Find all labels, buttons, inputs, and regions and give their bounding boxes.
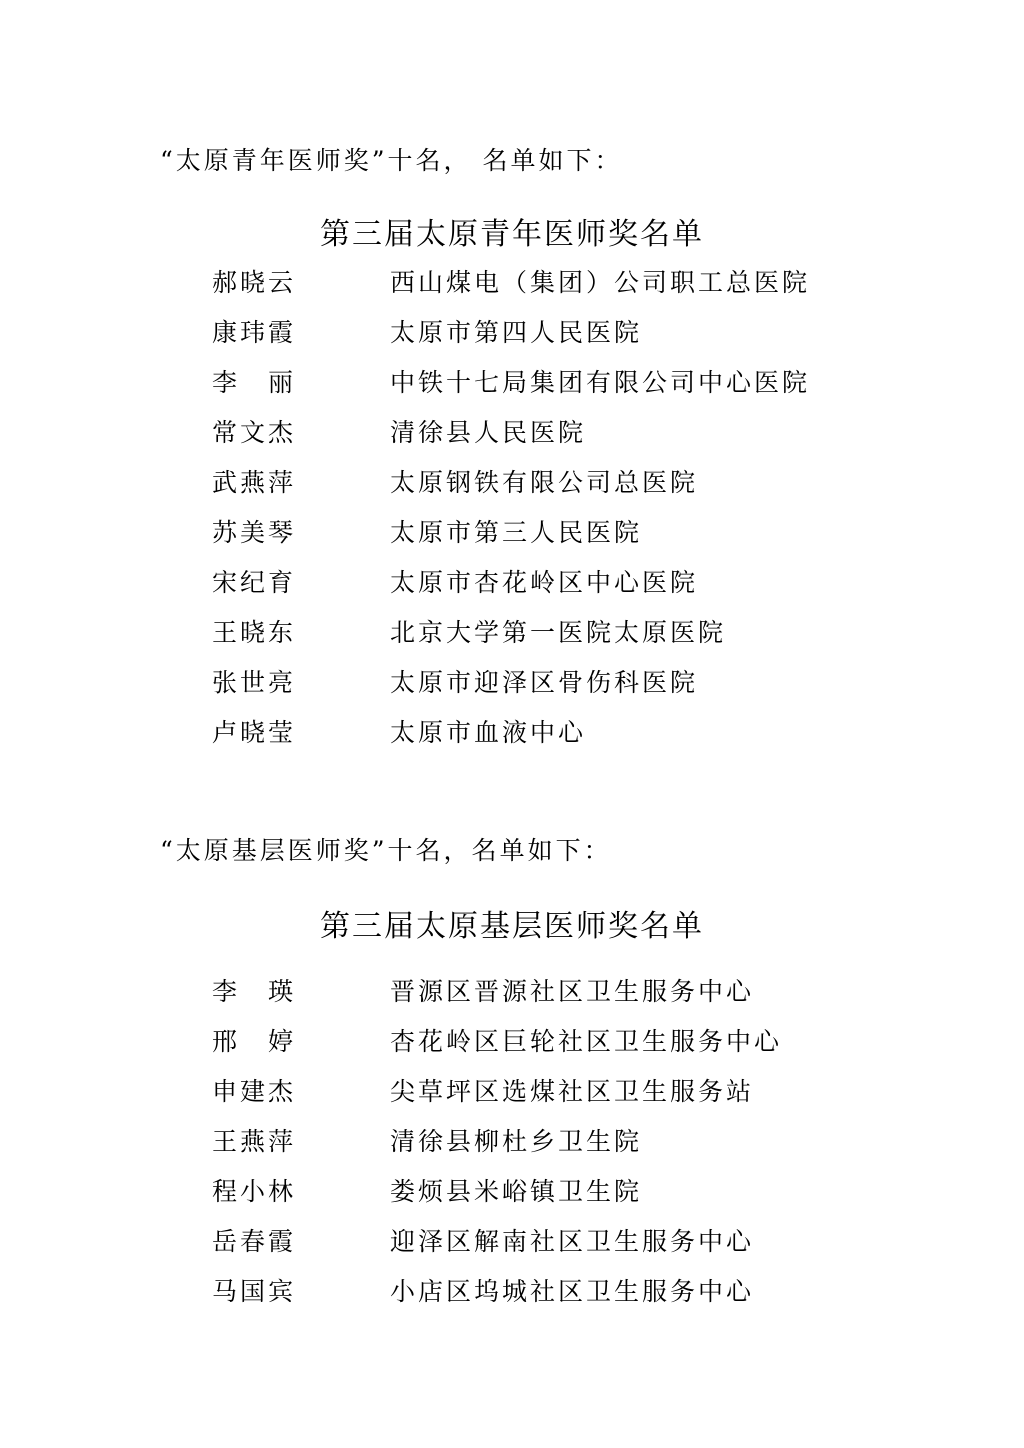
recipient-organization: 晋源区晋源社区卫生服务中心 — [390, 977, 755, 1006]
recipient-name: 程小林 — [212, 1177, 297, 1206]
recipient-organization: 太原市第四人民医院 — [390, 318, 643, 347]
list-item — [212, 1067, 782, 1117]
recipient-organization: 娄烦县米峪镇卫生院 — [390, 1177, 643, 1206]
recipient-name: 苏美琴 — [212, 518, 297, 547]
section-2-list — [212, 967, 782, 1317]
recipient-name: 马国宾 — [212, 1277, 297, 1306]
recipient-name: 宋纪育 — [212, 568, 297, 597]
recipient-name: 王燕萍 — [212, 1127, 297, 1156]
recipient-name: 卢晓莹 — [212, 718, 297, 747]
list-item — [212, 658, 810, 708]
recipient-name: 常文杰 — [212, 418, 297, 447]
list-item — [212, 308, 810, 358]
recipient-name: 张世亮 — [212, 668, 297, 697]
recipient-name: 李 丽 — [212, 368, 297, 397]
list-item — [212, 358, 810, 408]
list-item — [212, 458, 810, 508]
list-item — [212, 1217, 782, 1267]
recipient-organization: 尖草坪区选煤社区卫生服务站 — [390, 1077, 755, 1106]
recipient-organization: 西山煤电（集团）公司职工总医院 — [390, 268, 811, 297]
recipient-organization: 杏花岭区巨轮社区卫生服务中心 — [390, 1027, 783, 1056]
list-item — [212, 558, 810, 608]
section-2-title: 第三届太原基层医师奖名单 — [320, 909, 704, 944]
list-item — [212, 967, 782, 1017]
recipient-organization: 太原市血液中心 — [390, 718, 587, 747]
recipient-organization: 太原市迎泽区骨伤科医院 — [390, 668, 699, 697]
recipient-organization: 太原市第三人民医院 — [390, 518, 643, 547]
list-item — [212, 258, 810, 308]
recipient-name: 康玮霞 — [212, 318, 297, 347]
list-item — [212, 1017, 782, 1067]
recipient-organization: 中铁十七局集团有限公司中心医院 — [390, 368, 811, 397]
recipient-organization: 小店区坞城社区卫生服务中心 — [390, 1277, 755, 1306]
list-item — [212, 508, 810, 558]
recipient-organization: 太原钢铁有限公司总医院 — [390, 468, 699, 497]
list-item — [212, 708, 810, 758]
recipient-organization: 清徐县人民医院 — [390, 418, 587, 447]
recipient-organization: 北京大学第一医院太原医院 — [390, 618, 727, 647]
recipient-name: 郝晓云 — [212, 268, 297, 297]
list-item — [212, 1117, 782, 1167]
list-item — [212, 1167, 782, 1217]
recipient-organization: 迎泽区解南社区卫生服务中心 — [390, 1227, 755, 1256]
section-2-intro: “太原基层医师奖”十名，名单如下： — [160, 836, 612, 865]
recipient-name: 李 瑛 — [212, 977, 297, 1006]
section-1-intro: “太原青年医师奖”十名， 名单如下： — [160, 146, 623, 175]
recipient-organization: 太原市杏花岭区中心医院 — [390, 568, 699, 597]
recipient-name: 岳春霞 — [212, 1227, 297, 1256]
list-item — [212, 408, 810, 458]
list-item — [212, 608, 810, 658]
list-item — [212, 1267, 782, 1317]
recipient-name: 王晓东 — [212, 618, 297, 647]
recipient-organization: 清徐县柳杜乡卫生院 — [390, 1127, 643, 1156]
section-1-list — [212, 258, 810, 758]
recipient-name: 武燕萍 — [212, 468, 297, 497]
section-1-title: 第三届太原青年医师奖名单 — [320, 217, 704, 252]
recipient-name: 邢 婷 — [212, 1027, 297, 1056]
recipient-name: 申建杰 — [212, 1077, 297, 1106]
